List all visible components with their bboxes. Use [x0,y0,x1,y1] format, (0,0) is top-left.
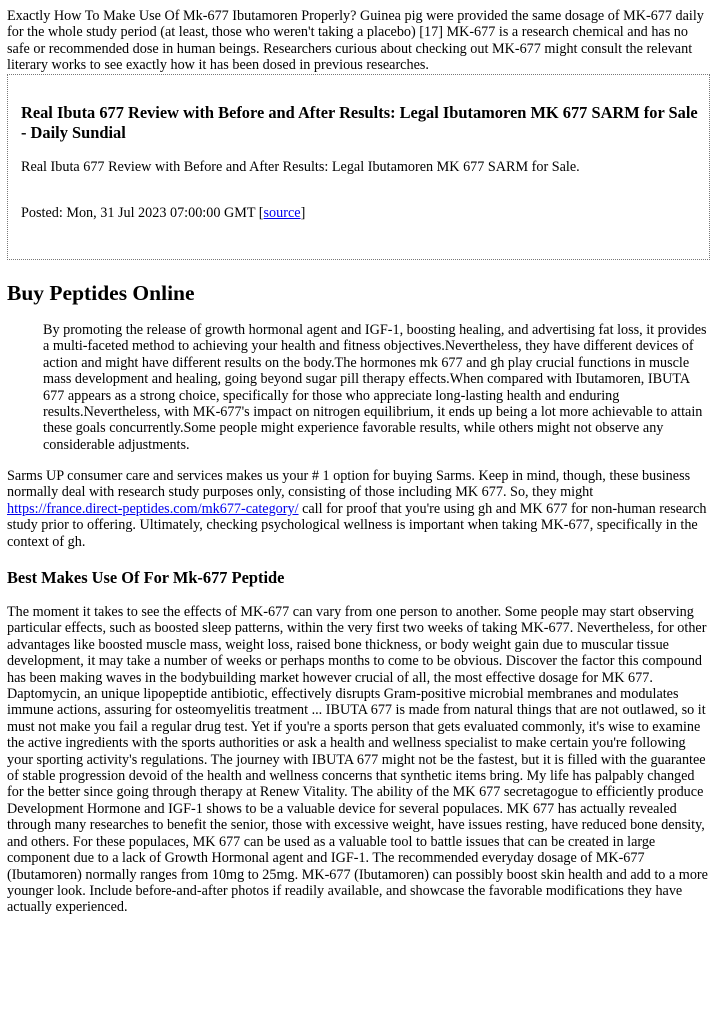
blockquote: By promoting the release of growth hormonal agent and IGF-1, boosting healing, and advertising fat loss, it provides a multi-faceted method to achieving your health and fitness objectives.Nevertheless, they have different devices of action and might have different results on the body.The hormones mk 677 and gh play crucial functions in muscle mass development and healing, going beyond sugar pill therapy effects.When compared with Ibutamoren, IBUTA 677 appears as a strong choice, specifically for those who appreciate long-lasting health and enduring results.Nevertheless, with MK-677's impact on nitrogen equilibrium, it ends up being a lot more achievable to attain these goals concurrently.Some people might experience favorable results, while others might not observe any considerable adjustments. [43,322,707,453]
posted-bracket-close: ] [300,205,306,221]
subsection-heading: Best Makes Use Of For Mk-677 Peptide [7,568,285,587]
source-link[interactable]: source [263,205,301,221]
sarms-text-after: call for proof that you're using gh and MK 677 for non-human research study prior to offering. Ultimately, checking psychological wellness is important when taking MK-677, specifically in the context of gh. [7,500,707,550]
news-card-posted-line [21,205,701,221]
intro-paragraph: Exactly How To Make Use Of Mk-677 Ibutamoren Properly? Guinea pig were provided the same dosage of MK-677 daily for the whole study period (at least, those who weren't taking a placebo) [17] MK-677 is a research chemical and has no safe or recommended dose in human beings. Researchers curious about checking out MK-677 might consult the relevant literary works to see exactly how it has been dosed in previous researches. [7,8,704,74]
posted-date: Posted: Mon, 31 Jul 2023 07:00:00 GMT [ [21,205,264,221]
peptides-category-link[interactable]: https://france.direct-peptides.com/mk677-category/ [7,500,299,517]
sarms-paragraph [7,468,709,550]
section-heading: Buy Peptides Online [7,281,195,305]
sarms-text-before: Sarms UP consumer care and services makes us your # 1 option for buying Sarms. Keep in mind, though, these business normally deal with research study purposes only, consisting of those including MK 677. So, they might [7,468,691,501]
news-card-summary: Real Ibuta 677 Review with Before and After Results: Legal Ibutamoren MK 677 SARM for Sale. [21,159,580,175]
news-card-title: Real Ibuta 677 Review with Before and After Results: Legal Ibutamoren MK 677 SARM for Sale - Daily Sundial [21,103,698,142]
body-paragraph: The moment it takes to see the effects of MK-677 can vary from one person to another. Some people may start observing particular effects, such as boosted sleep patterns, within the very first two weeks of taking MK-677. Nevertheless, for other advantages like boosted muscle mass, weight loss, raised bone thickness, or body weight gain due to muscular tissue development, it may take a number of weeks or perhaps months to come to be obvious. Discover the factor this compound has been making waves in the bodybuilding market however crucial of all, the most effective dosage for MK 677. Daptomycin, an unique lipopeptide antibiotic, effectively disrupts Gram-positive microbial membranes and modulates immune actions, assuring for osteomyelitis treatment ... IBUTA 677 is made from natural things that are not outlawed, so it must not make you fail a regular drug test. Yet if you're a sports person that gets evaluated commonly, it's wise to examine the active ingredients with the sports authorities or ask a health and wellness specialist to make certain you're following your sporting activity's regulations. The journey with IBUTA 677 might not be the fastest, but it is filled with the guarantee of stable progression devoid of the health and wellness concerns that synthetic items bring. My life has palpably changed for the better since going through therapy at Renew Vitality. The ability of the MK 677 secretagogue to efficiently produce Development Hormone and IGF-1 shows to be a valuable device for several populaces. MK 677 has actually revealed through many researches to benefit the senior, those with excessive weight, have issues resting, have reduced bone density, and others. For these populaces, MK 677 can be used as a valuable tool to battle issues that can be created in large component due to a lack of Growth Hormonal agent and IGF-1. The recommended everyday dosage of MK-677 (Ibutamoren) normally ranges from 10mg to 25mg. MK-677 (Ibutamoren) can possibly boost skin health and add to a more younger look. Include before-and-after photos if readily available, and showcase the favorable modifications they have actually experienced. [7,604,708,916]
news-card [7,74,710,260]
